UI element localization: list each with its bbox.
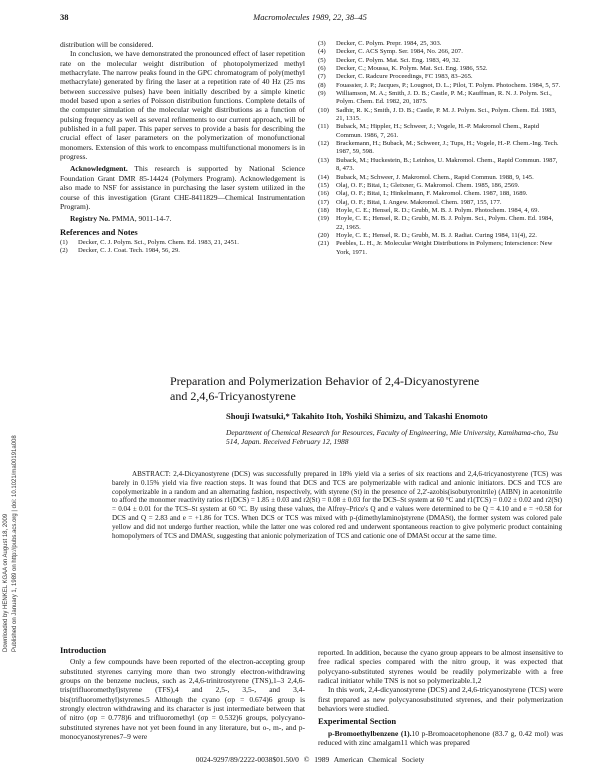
conclusion-paragraph: In conclusion, we have demonstrated the pronounced effect of laser repetition rate on the molecular weight distribution of photopolymerized methyl methacrylate. The narrow peaks found in the GPC chromatogram of poly(methyl methacrylate) generated by firing the laser at a repetition rate of 40 Hz (25 ms between successive pulses) have been initially described by a simple kinetic model based upon a series of Poisson distribution functions. Complete details of the computer simulation of the molecular weight distributions as a function of pulsing frequency as well as several refinements to our current approach, will be published in a full paper. This paper serves to provide a basis for describing the crucial effect of laser parameters on the polymerization of monofunctional monomers. Extension of this work to encompass multifunctional monomers is in progress. xyxy=(60,49,305,162)
reference-item: (17) Olaj, O. F.; Bitai, I. Angew. Makromol. Chem. 1987, 155, 177. xyxy=(318,198,502,206)
reference-item: (8) Fouassier, J. P.; Jacques, P.; Lougnot, D. L.; Pilot, T. Polym. Photochem. 1984, 5, 57. xyxy=(318,81,561,89)
registry-number xyxy=(60,214,305,223)
reference-item: (16) Olaj, O. F.; Bitai, I.; Hinkelmann, F. Makromol. Chem. 1987, 188, 1689. xyxy=(318,190,528,198)
article-title-line-2: and 2,4,6-Tricyanostyrene xyxy=(170,389,296,403)
introduction-paragraph: Only a few compounds have been reported of the electron-accepting group substituted styrenes carrying more than two strongly electron-withdrawing groups on the benzene nucleus, such as 2,4,6-trinitrostyrene (TNS),1–3 2,4,6-tris(trifluoromethyl)styrene (TFS),4 and 2,5-, 3,5-, and 3,4-bis(trifluoromethyl)styrenes.5 Although the cyano (σp = 0.674)6 group is strongly electron withdrawing and its character is just intermediate between that of nitro (σp = 0.778)6 and trifluoromethyl (σp = 0.532)6 groups, polycyano-substituted styrenes have not yet been found in any literature, but o-, m-, and p-monocyanostyrenes7–9 were xyxy=(60,657,305,742)
journal-citation: Macromolecules 1989, 22, 38–45 xyxy=(253,12,367,22)
article-authors: Shouji Iwatsuki,* Takahito Itoh, Yoshiki Shimizu, and Takashi Enomoto xyxy=(226,411,488,421)
introduction-paragraph-2: In this work, 2,4-dicyanostyrene (DCS) and 2,4,6-tricyanostyrene (TCS) were first prepared as new polycyanosubstituted styrenes, and their polymerization behaviors were studied. xyxy=(318,685,563,714)
registry-value: PMMA, 9011-14-7. xyxy=(110,214,172,224)
page-number: 38 xyxy=(60,12,69,22)
download-notice: Downloaded by HENKEL KGAA on August 18, 2009 xyxy=(3,513,9,652)
download-watermark xyxy=(3,282,23,652)
reference-item: (11) Buback, M.; Hippler, H.; Schweer, J.; Vogele, H.-P. Makromol Chem., Rapid Commun. 1986, 7, 261. xyxy=(318,123,540,139)
conclusion-fragment: distribution will be considered. xyxy=(60,40,154,49)
references-list-right xyxy=(318,40,563,257)
experimental-text: 10 p-Bromoacetophenone (83.7 g, 0.42 mol) was reduced with zinc amalgam11 which was prepared xyxy=(318,728,563,748)
reference-item: (10) Sadhir, R. K.; Smith, J. D. B.; Castle, P. M. J. Polym. Sci., Polym. Chem. Ed. 1983, 21, 1315. xyxy=(318,106,557,123)
experimental-heading: Experimental Section xyxy=(318,716,397,727)
reference-item: (12) Brackemann, H.; Buback, M.; Schweer, J.; Tups, H.; Vogele, H.-P. Chem.-Ing. Tech. 1987, 59, 598. xyxy=(318,140,559,156)
reference-item: (6) Decker, C.; Moussa, K. Polym. Mat. Sci. Eng. 1986, 552. xyxy=(318,65,488,73)
reference-item: (7) Decker, C. Radcure Proceedings, FC 1983, 83–265. xyxy=(318,73,473,81)
doi-notice: Published on January 1, 1989 on http://pubs.acs.org | doi: 10.1021/ma00191a008 xyxy=(12,435,18,652)
reference-item: (2) Decker, C. J. Coat. Tech. 1984, 56, 29. xyxy=(60,247,180,255)
reference-item: (15) Olaj, O. F.; Bitai, I.; Gleixner, G. Makromol. Chem. 1985, 186, 2569. xyxy=(318,181,520,189)
acknowledgment-text: This research is supported by National Science Foundation Grant DMR 85-14424 (Polymers Program). Acknowledgement is also made to NSF for assistance in purchasing the laser system utilized in the course of this investigation (Grant CHE-8411829—Chemical Instrumentation Program). xyxy=(60,164,305,211)
page-footer: 0024-9297/89/2222-0038$01.50/0 © 1989 American Chemical Society xyxy=(195,755,425,764)
reference-item: (18) Hoyle, C. E.; Hensel, R. D.; Grubb, M. B. J. Polym. Photochem. 1984, 4, 69. xyxy=(318,206,540,214)
introduction-continued: reported. In addition, because the cyano group appears to be almost insensitive to free radical species compared with the nitro group, it was expected that polycyano-substituted styrenes would be readily polymerizable with a free radical initiator while TNS is not so polymerizable.1,2 xyxy=(318,648,563,686)
running-header xyxy=(60,12,560,24)
reference-item: (20) Hoyle, C. E.; Hensel, R. D.; Grubb, M. B. J. Radiat. Curing 1984, 11(4), 22. xyxy=(318,231,537,239)
references-heading: References and Notes xyxy=(60,226,138,237)
reference-item: (3) Decker, C. Polym. Prepr. 1984, 25, 303. xyxy=(318,40,442,47)
article-affiliation: Department of Chemical Research for Resources, Faculty of Engineering, Mie University, Kamihama-cho, Tsu 514, Japan. Received February 12, 1988 xyxy=(226,428,559,447)
reference-item: (9) Williamson, M. A.; Smith, J. D. B.; Castle, P. M.; Kauffman, R. N. J. Polym. Sci., Polym. Chem. Ed. 1982, 20, 1875. xyxy=(318,90,552,106)
reference-item: (14) Buback, M.; Schweer, J. Makromol. Chem., Rapid Commun. 1988, 9, 145. xyxy=(318,173,534,181)
reference-item: (13) Buback, M.; Huckestein, B.; Leinhos, U. Makromol. Chem., Rapid Commun. 1987, 8, 473. xyxy=(318,156,558,173)
reference-item: (4) Decker, C. ACS Symp. Ser. 1984, No. 266, 207. xyxy=(318,48,463,56)
references-list-left xyxy=(60,239,305,256)
article-right-column xyxy=(318,648,563,747)
article-title-line-1: Preparation and Polymerization Behavior of 2,4-Dicyanostyrene xyxy=(170,374,480,388)
prev-article-left-column xyxy=(60,40,305,256)
reference-item: (5) Decker, C. Polym. Mat. Sci. Eng. 1983, 49, 32. xyxy=(318,56,461,64)
article-abstract: ABSTRACT: 2,4-Dicyanostyrene (DCS) was successfully prepared in 18% yield via a series of six reactions and 2,4,6-tricyanostyrene (TCS) was barely in 0.15% yield via five reaction steps. It was found that DCS and TCS are polymerizable with radical and anionic initiators. DCS and TCS are copolymerizable in a random and an alternating fashion, respectively, with styrene (St) in the presence of 2,2'-azobis(isobutyronitrile) (AIBN) in acetonitrile to afford the monomer reactivity ratios r1(DCS) = 1.85 ± 0.03 and r2(St) = 0.08 ± 0.03 for the DCS–St system at 60 °C and r1(TCS) = 0.02 ± 0.02 and r2(St) = 0.04 ± 0.01 for the TCS–St system at 60 °C. By using these values, the Alfrey–Price's Q and e values were determined to be Q = 4.10 and e = +0.58 for DCS and Q = 2.83 and e = +1.86 for TCS. When DCS or TCS was mixed with p-(dimethylamino)styrene (DMASt), the former system was colored pale yellow and did not undergo further reaction, while the latter one was colored red and underwent spontaneous reaction to give polymeric product containing homopolymers of TCS and DMASt, suggesting that anionic polymerization of TCS and cationic one of DMASt occur at the same time. xyxy=(112,470,562,540)
article-left-column xyxy=(60,642,305,741)
compound-heading: p-Bromoethylbenzene (1). xyxy=(328,728,412,738)
reference-item: (19) Hoyle, C. E.; Hensel, R. D.; Grubb, M. B. J. Polym. Sci., Polym. Chem. Ed. 1984, 22, 1965. xyxy=(318,215,554,231)
article-title xyxy=(170,374,570,404)
reference-item: (21) Peebles, L. H., Jr. Molecular Weight Distributions in Polymers; Interscience: New York, 1971. xyxy=(318,240,553,256)
registry-label: Registry No. xyxy=(70,214,110,224)
acknowledgment-heading: Acknowledgment. xyxy=(70,164,128,174)
experimental-paragraph xyxy=(318,729,563,748)
acknowledgment xyxy=(60,164,305,211)
reference-item: (1) Decker, C. J. Polym. Sci., Polym. Chem. Ed. 1983, 21, 2451. xyxy=(60,238,239,246)
introduction-heading: Introduction xyxy=(60,645,107,655)
